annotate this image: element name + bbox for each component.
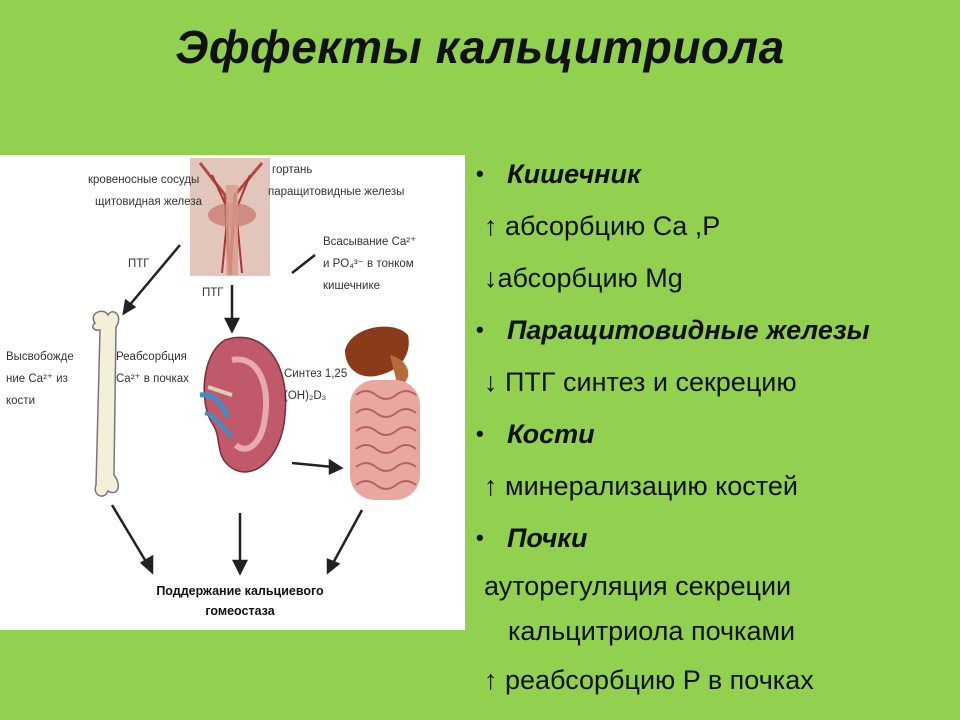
label-release-2: ние Ca²⁺ из xyxy=(6,373,68,385)
label-synthesis-2: (OH)₂D₃ xyxy=(284,390,327,402)
sub-item: ↑ абсорбцию Ca ,P xyxy=(484,211,721,241)
label-larynx: гортань xyxy=(272,164,313,176)
sub-item: ауторегуляция секреции xyxy=(484,571,792,601)
diagram-svg xyxy=(0,155,465,630)
label-thyroid: щитовидная железа xyxy=(95,196,203,208)
label-ptg-left: ПТГ xyxy=(128,258,150,270)
effects-list xyxy=(470,148,955,706)
label-release-3: кости xyxy=(6,395,35,407)
slide-title: Эффекты кальцитриола xyxy=(175,21,785,73)
neck-illustration xyxy=(190,158,270,276)
kidney-illustration xyxy=(200,337,286,472)
bullet-dot: • xyxy=(476,525,484,550)
bullet-heading: Кишечник xyxy=(507,159,641,189)
label-release-1: Высвобожде xyxy=(6,351,74,363)
sub-item: ↑ минерализацию костей xyxy=(484,471,798,501)
bullet-dot: • xyxy=(476,317,484,342)
intestine-illustration xyxy=(345,327,420,500)
sub-item: ↑ реабсорбцию P в почках xyxy=(484,665,814,695)
label-absorption-1: Всасывание Ca²⁺ xyxy=(323,236,417,248)
bullet-heading: Паращитовидные железы xyxy=(507,315,870,345)
bullet-heading: Кости xyxy=(507,419,595,449)
label-parathyroid: паращитовидные железы xyxy=(268,186,405,198)
label-vessels: кровеносные сосуды xyxy=(88,174,200,186)
label-absorption-2: и PO₄³⁻ в тонком xyxy=(323,258,414,270)
label-reabsorption-2: Ca²⁺ в почках xyxy=(116,373,189,385)
sub-item: ↓ ПТГ синтез и секрецию xyxy=(484,367,797,397)
bullet-kidneys xyxy=(470,512,955,564)
bullet-heading: Почки xyxy=(507,523,588,553)
label-absorption-3: кишечнике xyxy=(323,280,381,292)
bullet-intestine xyxy=(470,148,955,200)
bullet-dot: • xyxy=(476,421,484,446)
label-reabsorption-1: Реабсорбция xyxy=(116,351,187,363)
label-homeostasis-1: Поддержание кальциевого xyxy=(156,584,324,598)
bullet-parathyroid xyxy=(470,304,955,356)
bullet-dot: • xyxy=(476,161,484,186)
sub-item: кальцитриола почками xyxy=(508,616,796,646)
bullet-bones xyxy=(470,408,955,460)
calcitriol-diagram xyxy=(0,155,465,630)
sub-item: ↓абсорбцию Mg xyxy=(484,263,683,293)
bone-illustration xyxy=(93,311,119,496)
label-synthesis-1: Синтез 1,25 xyxy=(284,368,348,380)
label-homeostasis-2: гомеостаза xyxy=(205,604,275,618)
label-ptg-center: ПТГ xyxy=(202,287,224,299)
